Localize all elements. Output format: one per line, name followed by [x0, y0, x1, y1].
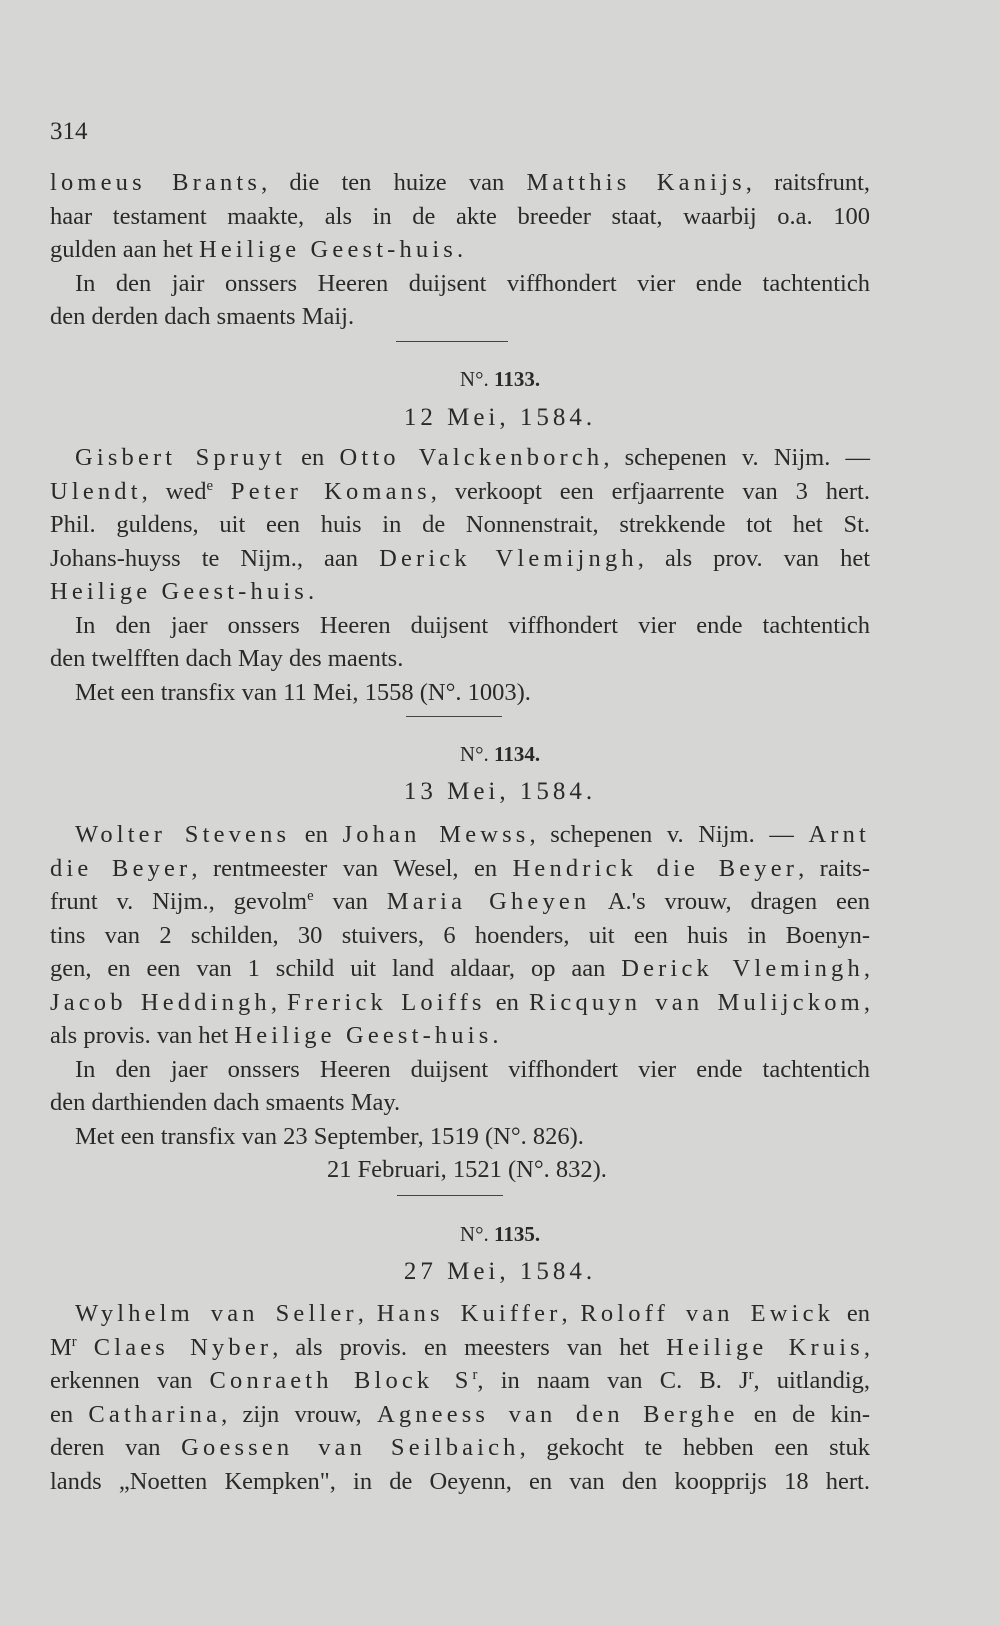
- text-line: In den jair onssers Heeren duijsent viffhondert vier ende tachtentich: [75, 269, 870, 297]
- entry-date: 13 Mei, 1584.: [403, 778, 597, 805]
- text-line: den darthienden dach smaents May.: [50, 1089, 401, 1116]
- text-line: deren van Goessen van Seilbaich, gekocht te hebben een stuk: [50, 1434, 870, 1461]
- text-line: lomeus Brants, die ten huize van Matthis Kanijs, raitsfrunt,: [50, 169, 871, 196]
- text-line: haar testament maakte, als in de akte breeder staat, waarbij o.a. 100: [50, 202, 870, 230]
- entry-1135-body: [50, 1297, 870, 1498]
- text-line: lands „Noetten Kempken", in de Oeyenn, en van den koopprijs 18 hert.: [50, 1467, 870, 1495]
- transfix-line: 21 Februari, 1521 (N°. 832).: [327, 1156, 607, 1183]
- section-divider: [397, 1195, 503, 1196]
- entry-date: 27 Mei, 1584.: [403, 1258, 597, 1285]
- text-line: die Beyer, rentmeester van Wesel, en Hendrick die Beyer, raits-: [50, 854, 870, 882]
- text-line: Phil. guldens, uit een huis in de Nonnenstrait, strekkende tot het St.: [50, 511, 870, 538]
- text-line: tins van 2 schilden, 30 stuivers, 6 hoenders, uit een huis in Boenyn-: [50, 921, 870, 949]
- institution-name: Heilige Geest-huis: [199, 236, 457, 263]
- entry-number: N°. 1135.: [459, 1222, 541, 1246]
- transfix-line: Met een transfix van 11 Mei, 1558 (N°. 1003).: [75, 678, 531, 706]
- text-line: Johans-huyss te Nijm., aan Derick Vlemijngh, als prov. van het: [50, 544, 870, 572]
- text-line: Wolter Stevens en Johan Mewss, schepenen v. Nijm. — Arnt: [75, 821, 871, 848]
- text-line: In den jaer onssers Heeren duijsent viffhondert vier ende tachtentich: [75, 611, 870, 639]
- text-line: gulden aan het Heilige Geest-huis.: [50, 236, 464, 263]
- text-line: den derden dach smaents Maij.: [50, 303, 355, 330]
- entry-1134-body: [50, 818, 870, 1187]
- text-line: en Catharina, zijn vrouw, Agneess van den Berghe en de kin-: [50, 1400, 871, 1428]
- entry-number: N°. 1134.: [459, 742, 541, 766]
- section-divider: [396, 341, 508, 342]
- transfix-line: Met een transfix van 23 September, 1519 (N°. 826).: [75, 1122, 584, 1150]
- text-line: als provis. van het Heilige Geest-huis.: [50, 1022, 499, 1049]
- text-line: $M^r$ Claes Nyber, als provis. en meesters van het Heilige Kruis,: [50, 1333, 871, 1361]
- text-line: Wylhelm van Seller, Hans Kuiffer, Roloff van Ewick en: [75, 1300, 871, 1327]
- person-name: lomeus Brants: [50, 169, 262, 196]
- section-divider: [406, 716, 502, 717]
- text-line: Gisbert Spruyt en Otto Valckenborch, schepenen v. Nijm. —: [75, 444, 871, 471]
- text-line: erkennen van Conraeth Block $S^r$, in naam van C. B. $J^r$, uitlandig,: [50, 1366, 871, 1394]
- text-line: gen, en een van 1 schild uit land aldaar, op aan Derick Vlemingh,: [50, 955, 870, 982]
- entry-date: 12 Mei, 1584.: [403, 404, 597, 431]
- text-line: Heilige Geest-huis.: [50, 578, 315, 605]
- continuation-paragraph: [50, 166, 870, 334]
- text-line: Jacob Heddingh, Frerick Loiffs en Ricquyn van Mulijckom,: [50, 988, 870, 1016]
- text-line: den twelfften dach May des maents.: [50, 645, 404, 672]
- text-line: In den jaer onssers Heeren duijsent viffhondert vier ende tachtentich: [75, 1055, 870, 1083]
- page-number: 314: [50, 118, 88, 145]
- entry-number: N°. 1133.: [459, 367, 541, 391]
- person-name: Matthis Kanijs: [526, 169, 746, 196]
- text-line: frunt v. Nijm., gevolm$^e$ van Maria Gheyen A.'s vrouw, dragen een: [50, 887, 871, 915]
- entry-1133-body: [50, 441, 870, 709]
- text-line: Ulendt, wed$^e$ Peter Komans, verkoopt een erfjaarrente van 3 hert.: [50, 477, 870, 505]
